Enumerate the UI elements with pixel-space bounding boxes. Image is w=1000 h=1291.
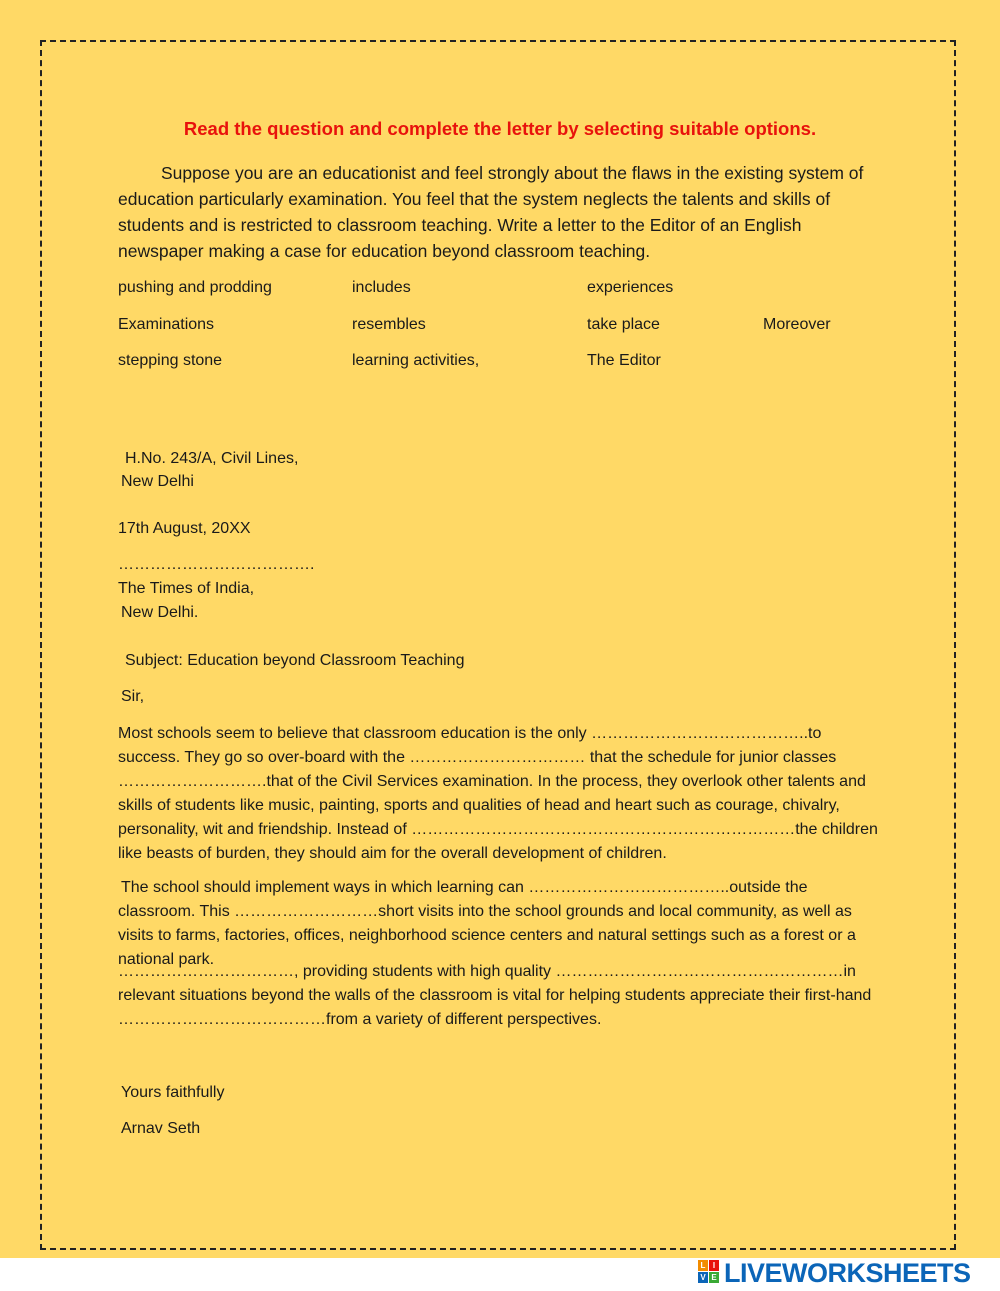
word-option[interactable]: take place xyxy=(587,316,660,333)
closing: Yours faithfully xyxy=(121,1084,225,1101)
liveworksheets-logo xyxy=(698,1258,998,1288)
badge-letter: V xyxy=(698,1272,708,1283)
recipient-line1: The Times of India, xyxy=(118,580,255,597)
instruction-title: Read the question and complete the letter by selecting suitable options. xyxy=(183,118,817,139)
badge-letter: L xyxy=(698,1260,708,1271)
letter-paragraph-3[interactable]: ……………………………, providing students with high quality ………………………………………………in relevant situations beyond the walls of the classroom is vital for helping students appreciate their first-hand …………………………………from a variety of different perspectives. xyxy=(118,963,872,1028)
question-prompt: Suppose you are an educationist and feel strongly about the flaws in the existing system of education particularly examination. You feel that the system neglects the talents and skills of students and is restricted to classroom teaching. Write a letter to the Editor of an English newspaper making a case for education beyond classroom teaching. xyxy=(118,163,864,261)
word-option[interactable]: stepping stone xyxy=(118,352,223,369)
badge-letter: I xyxy=(709,1260,719,1271)
signature: Arnav Seth xyxy=(121,1120,201,1137)
word-option[interactable]: The Editor xyxy=(587,352,661,369)
recipient-blank[interactable]: ………………………………. xyxy=(118,556,315,573)
word-option[interactable]: experiences xyxy=(587,279,674,296)
salutation: Sir, xyxy=(121,688,145,705)
word-option[interactable]: learning activities, xyxy=(352,352,480,369)
recipient-line2: New Delhi. xyxy=(121,604,199,621)
letter-subject: Subject: Education beyond Classroom Teaching xyxy=(125,652,465,669)
word-option[interactable]: Moreover xyxy=(763,316,831,333)
letter-date: 17th August, 20XX xyxy=(118,520,251,537)
badge-letter: E xyxy=(709,1272,719,1283)
letter-paragraph-2[interactable]: The school should implement ways in which learning can ………………………………..outside the classroom. This ………………………short visits into the school grounds and local community, as well as visits to farms, factories, offices, neighborhood science centers and natural settings such as a forest or a national park. xyxy=(118,879,856,968)
word-option[interactable]: pushing and prodding xyxy=(118,279,272,296)
sender-address-line2: New Delhi xyxy=(121,473,194,490)
live-badge-icon xyxy=(698,1260,720,1284)
word-option[interactable]: resembles xyxy=(352,316,426,333)
sender-address-line1: H.No. 243/A, Civil Lines, xyxy=(125,450,299,467)
brand-name: LIVEWORKSHEETS xyxy=(724,1258,971,1288)
word-option[interactable]: Examinations xyxy=(118,316,215,333)
word-option[interactable]: includes xyxy=(352,279,411,296)
letter-paragraph-1[interactable]: Most schools seem to believe that classroom education is the only …………………………………..to success. They go so over-board with the …………………………… that the schedule for junior classes ……………………….that of the Civil Services examination. In the process, they overlook other talents and skills of students like music, painting, sports and qualities of head and heart such as courage, chivalry, personality, wit and friendship. Instead of ………………………………………………………………the children like beasts of burden, they should aim for the overall development of children. xyxy=(118,725,878,862)
